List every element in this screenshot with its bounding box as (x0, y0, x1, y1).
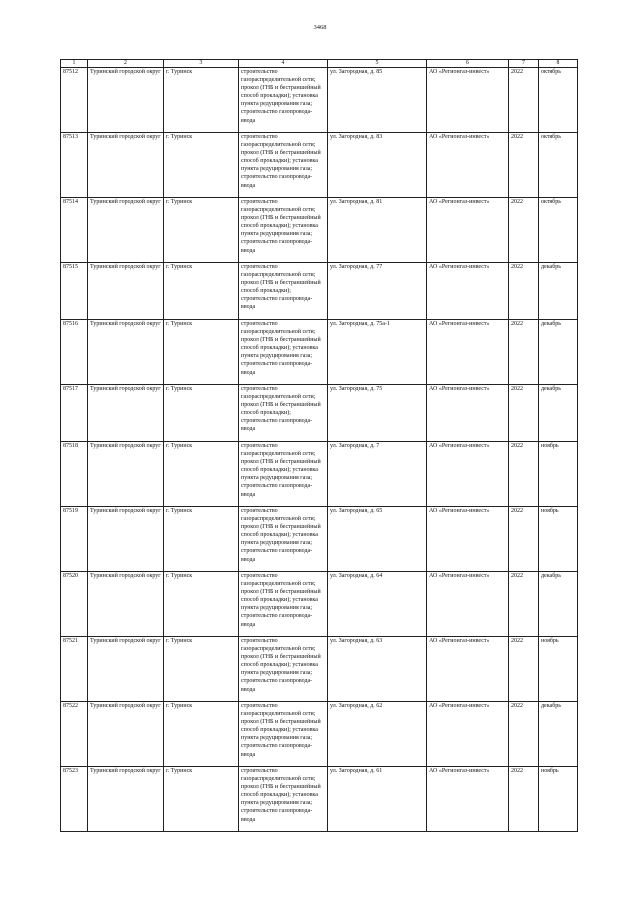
year-cell: 2022 (509, 442, 539, 507)
district-cell: Туринский городской округ (88, 507, 164, 572)
district-cell: Туринский городской округ (88, 320, 164, 385)
table-row (61, 198, 578, 263)
address-cell: ул. Загородная, д. 64 (328, 572, 427, 637)
year-cell: 2022 (509, 767, 539, 832)
district-cell: Туринский городской округ (88, 637, 164, 702)
organization-cell: АО «Регионгаз-инвест» (427, 637, 509, 702)
address-cell: ул. Загородная, д. 75 (328, 385, 427, 442)
column-header: 6 (427, 60, 509, 68)
table-row (61, 320, 578, 385)
address-cell: ул. Загородная, д. 83 (328, 133, 427, 198)
row-number: 87513 (61, 133, 88, 198)
year-cell: 2022 (509, 637, 539, 702)
locality-cell: г. Туринск (164, 68, 239, 133)
district-cell: Туринский городской округ (88, 702, 164, 767)
month-cell: ноябрь (539, 637, 578, 702)
organization-cell: АО «Регионгаз-инвест» (427, 385, 509, 442)
district-cell: Туринский городской округ (88, 442, 164, 507)
row-number: 87520 (61, 572, 88, 637)
header-row (61, 60, 578, 68)
year-cell: 2022 (509, 702, 539, 767)
table-row (61, 507, 578, 572)
year-cell: 2022 (509, 68, 539, 133)
year-cell: 2022 (509, 320, 539, 385)
locality-cell: г. Туринск (164, 263, 239, 320)
locality-cell: г. Туринск (164, 702, 239, 767)
month-cell: октябрь (539, 198, 578, 263)
address-cell: ул. Загородная, д. 7 (328, 442, 427, 507)
work-cell: строительство газораспределительной сети; прокол (ГНБ и бестраншейный способ прокладки); установка пункта редуцирования газа; строительство газопровода-ввода (239, 198, 328, 263)
organization-cell: АО «Регионгаз-инвест» (427, 68, 509, 133)
organization-cell: АО «Регионгаз-инвест» (427, 572, 509, 637)
table-row (61, 767, 578, 832)
month-cell: октябрь (539, 133, 578, 198)
work-cell: строительство газораспределительной сети; прокол (ГНБ и бестраншейный способ прокладки); установка пункта редуцирования газа; строительство газопровода-ввода (239, 637, 328, 702)
table-row (61, 263, 578, 320)
table-row (61, 442, 578, 507)
work-cell: строительство газораспределительной сети; прокол (ГНБ и бестраншейный способ прокладки); установка пункта редуцирования газа; строительство газопровода-ввода (239, 442, 328, 507)
district-cell: Туринский городской округ (88, 572, 164, 637)
column-header: 2 (88, 60, 164, 68)
address-cell: ул. Загородная, д. 65 (328, 507, 427, 572)
row-number: 87518 (61, 442, 88, 507)
row-number: 87517 (61, 385, 88, 442)
address-cell: ул. Загородная, д. 85 (328, 68, 427, 133)
year-cell: 2022 (509, 133, 539, 198)
locality-cell: г. Туринск (164, 320, 239, 385)
district-cell: Туринский городской округ (88, 198, 164, 263)
work-cell: строительство газораспределительной сети; прокол (ГНБ и бестраншейный способ прокладки); установка пункта редуцирования газа; строительство газопровода-ввода (239, 68, 328, 133)
address-cell: ул. Загородная, д. 77 (328, 263, 427, 320)
year-cell: 2022 (509, 572, 539, 637)
year-cell: 2022 (509, 507, 539, 572)
month-cell: октябрь (539, 68, 578, 133)
row-number: 87522 (61, 702, 88, 767)
work-cell: строительство газораспределительной сети; прокол (ГНБ и бестраншейный способ прокладки); установка пункта редуцирования газа; строительство газопровода-ввода (239, 702, 328, 767)
month-cell: декабрь (539, 572, 578, 637)
organization-cell: АО «Регионгаз-инвест» (427, 442, 509, 507)
address-cell: ул. Загородная, д. 81 (328, 198, 427, 263)
row-number: 87515 (61, 263, 88, 320)
organization-cell: АО «Регионгаз-инвест» (427, 767, 509, 832)
organization-cell: АО «Регионгаз-инвест» (427, 702, 509, 767)
locality-cell: г. Туринск (164, 385, 239, 442)
locality-cell: г. Туринск (164, 198, 239, 263)
page-number: 3468 (313, 24, 327, 31)
row-number: 87516 (61, 320, 88, 385)
table-row (61, 637, 578, 702)
month-cell: декабрь (539, 385, 578, 442)
organization-cell: АО «Регионгаз-инвест» (427, 133, 509, 198)
district-cell: Туринский городской округ (88, 385, 164, 442)
year-cell: 2022 (509, 385, 539, 442)
month-cell: декабрь (539, 263, 578, 320)
table-row (61, 133, 578, 198)
locality-cell: г. Туринск (164, 507, 239, 572)
month-cell: ноябрь (539, 767, 578, 832)
locality-cell: г. Туринск (164, 133, 239, 198)
row-number: 87521 (61, 637, 88, 702)
locality-cell: г. Туринск (164, 767, 239, 832)
table-row (61, 702, 578, 767)
column-header: 4 (239, 60, 328, 68)
row-number: 87523 (61, 767, 88, 832)
month-cell: ноябрь (539, 442, 578, 507)
column-header: 3 (164, 60, 239, 68)
organization-cell: АО «Регионгаз-инвест» (427, 198, 509, 263)
district-cell: Туринский городской округ (88, 133, 164, 198)
column-header: 7 (509, 60, 539, 68)
month-cell: декабрь (539, 702, 578, 767)
month-cell: ноябрь (539, 507, 578, 572)
address-cell: ул. Загородная, д. 61 (328, 767, 427, 832)
work-cell: строительство газораспределительной сети; прокол (ГНБ и бестраншейный способ прокладки); установка пункта редуцирования газа; строительство газопровода-ввода (239, 133, 328, 198)
organization-cell: АО «Регионгаз-инвест» (427, 320, 509, 385)
row-number: 87519 (61, 507, 88, 572)
organization-cell: АО «Регионгаз-инвест» (427, 263, 509, 320)
work-cell: строительство газораспределительной сети; прокол (ГНБ и бестраншейный способ прокладки); установка пункта редуцирования газа; строительство газопровода-ввода (239, 320, 328, 385)
work-cell: строительство газораспределительной сети; прокол (ГНБ и бестраншейный способ прокладки); установка пункта редуцирования газа; строительство газопровода-ввода (239, 572, 328, 637)
work-cell: строительство газораспределительной сети; прокол (ГНБ и бестраншейный способ прокладки); строительство газопровода-ввода (239, 385, 328, 442)
table-row (61, 68, 578, 133)
year-cell: 2022 (509, 263, 539, 320)
work-cell: строительство газораспределительной сети; прокол (ГНБ и бестраншейный способ прокладки); установка пункта редуцирования газа; строительство газопровода-ввода (239, 507, 328, 572)
column-header: 8 (539, 60, 578, 68)
district-cell: Туринский городской округ (88, 68, 164, 133)
district-cell: Туринский городской округ (88, 263, 164, 320)
month-cell: декабрь (539, 320, 578, 385)
locality-cell: г. Туринск (164, 572, 239, 637)
row-number: 87512 (61, 68, 88, 133)
table-row (61, 572, 578, 637)
table-row (61, 385, 578, 442)
row-number: 87514 (61, 198, 88, 263)
address-cell: ул. Загородная, д. 75а-1 (328, 320, 427, 385)
address-cell: ул. Загородная, д. 62 (328, 702, 427, 767)
work-cell: строительство газораспределительной сети; прокол (ГНБ и бестраншейный способ прокладки); установка пункта редуцирования газа; строительство газопровода-ввода (239, 767, 328, 832)
locality-cell: г. Туринск (164, 442, 239, 507)
gasification-table (60, 59, 578, 832)
work-cell: строительство газораспределительной сети; прокол (ГНБ и бестраншейный способ прокладки); строительство газопровода-ввода (239, 263, 328, 320)
column-header: 5 (328, 60, 427, 68)
column-header: 1 (61, 60, 88, 68)
locality-cell: г. Туринск (164, 637, 239, 702)
district-cell: Туринский городской округ (88, 767, 164, 832)
organization-cell: АО «Регионгаз-инвест» (427, 507, 509, 572)
year-cell: 2022 (509, 198, 539, 263)
address-cell: ул. Загородная, д. 63 (328, 637, 427, 702)
